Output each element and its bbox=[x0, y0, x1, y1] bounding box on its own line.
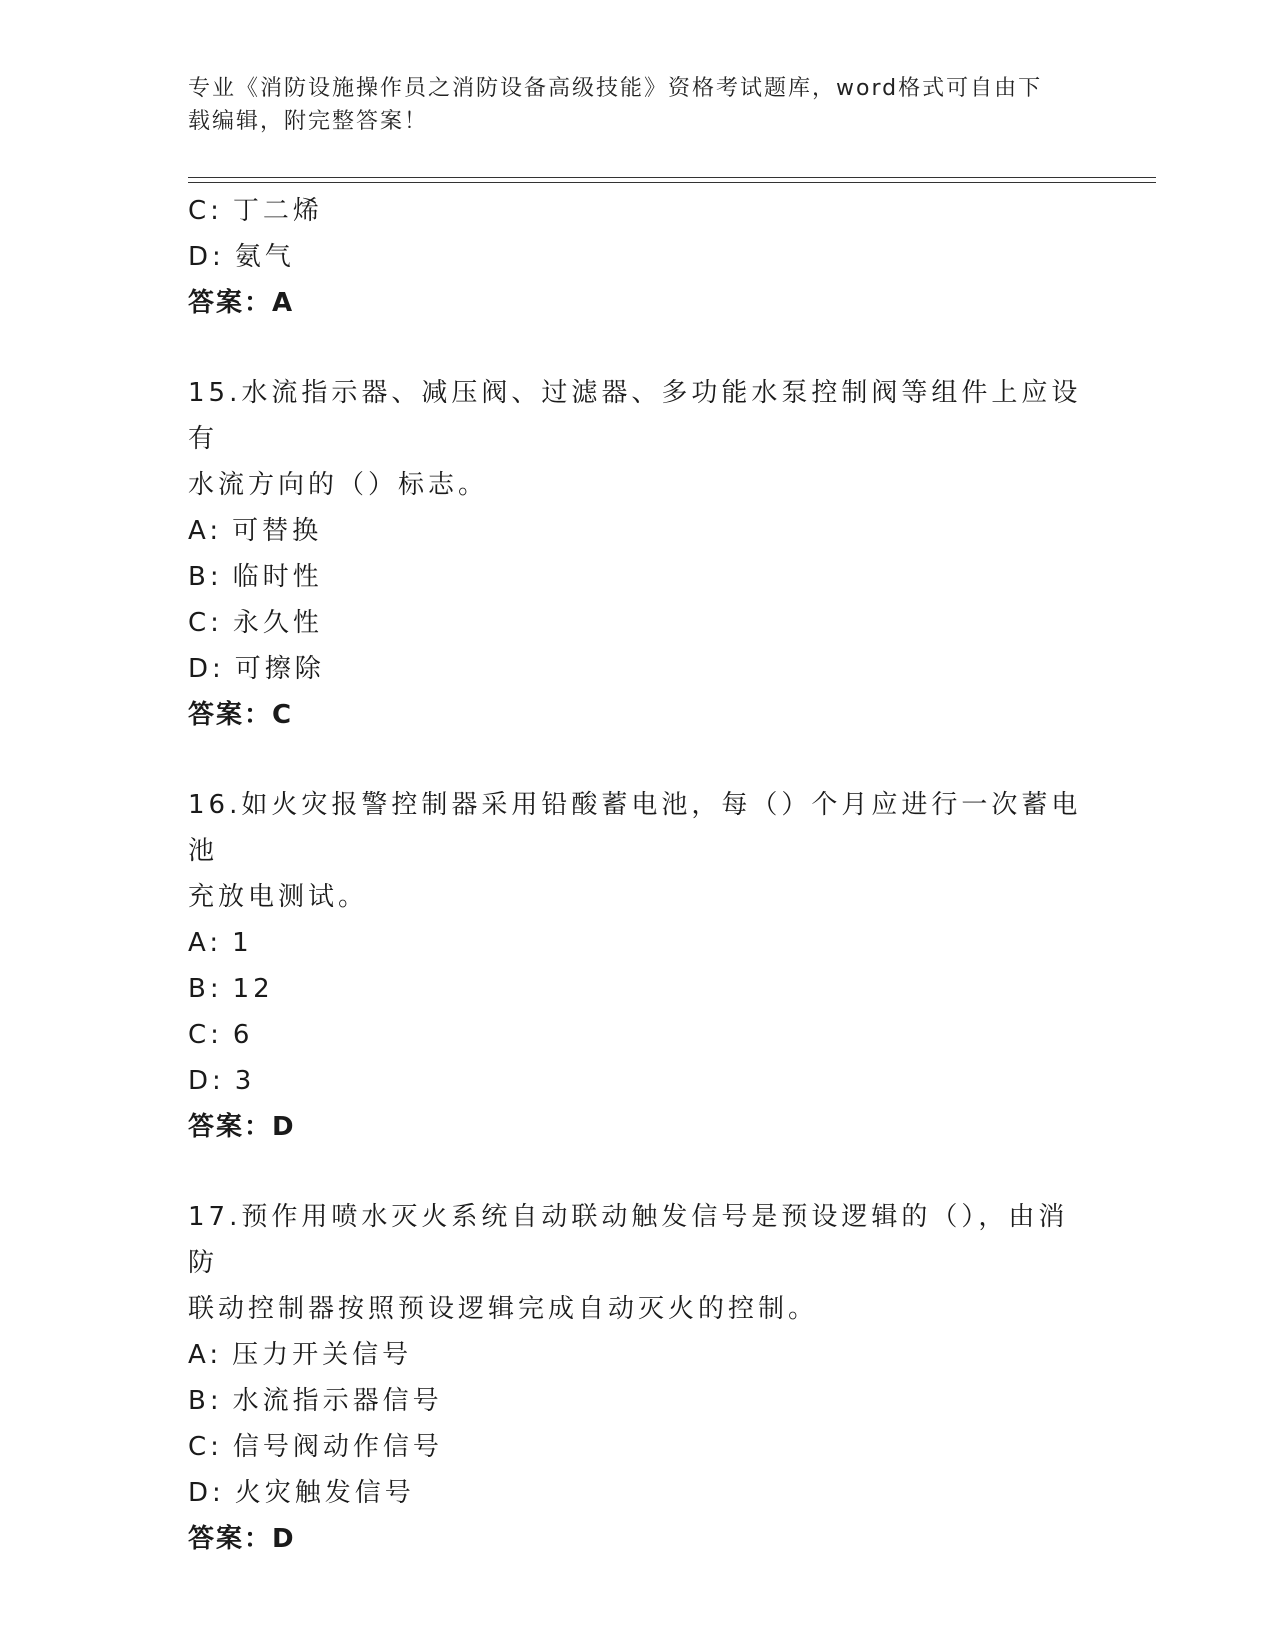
option-text: 可擦除 bbox=[234, 654, 325, 684]
answer-line: 答案：D bbox=[188, 1524, 296, 1554]
question-15 bbox=[188, 370, 1088, 738]
question-list bbox=[188, 188, 1088, 1562]
option-text: 6 bbox=[232, 1020, 254, 1050]
option-text: 火灾触发信号 bbox=[234, 1478, 415, 1508]
option-letter: D: bbox=[188, 1478, 225, 1508]
option-text: 压力开关信号 bbox=[232, 1340, 413, 1370]
option-letter: B: bbox=[188, 1386, 223, 1416]
header-line-2: 载编辑，附完整答案！ bbox=[188, 109, 429, 134]
question-stem-line-1: 15.水流指示器、减压阀、过滤器、多功能水泵控制阀等组件上应设有 bbox=[188, 378, 1082, 454]
option-text: 1 bbox=[232, 928, 253, 958]
option-c bbox=[188, 600, 1088, 646]
option-c bbox=[188, 188, 1088, 234]
question-17 bbox=[188, 1194, 1088, 1562]
option-a bbox=[188, 1332, 1088, 1378]
option-a bbox=[188, 508, 1088, 554]
option-d bbox=[188, 1058, 1088, 1104]
option-letter: D: bbox=[188, 1066, 225, 1096]
option-text: 3 bbox=[234, 1066, 256, 1096]
option-b bbox=[188, 1378, 1088, 1424]
option-text: 临时性 bbox=[232, 562, 323, 592]
option-d bbox=[188, 234, 1088, 280]
header-divider-bottom bbox=[188, 182, 1156, 183]
option-letter: A: bbox=[188, 1340, 223, 1370]
option-text: 永久性 bbox=[232, 608, 323, 638]
option-letter: B: bbox=[188, 562, 223, 592]
question-stem bbox=[188, 370, 1088, 508]
option-text: 12 bbox=[232, 974, 274, 1004]
option-text: 可替换 bbox=[232, 516, 323, 546]
answer-line: 答案：D bbox=[188, 1112, 296, 1142]
question-stem bbox=[188, 782, 1088, 920]
option-letter: D: bbox=[188, 242, 225, 272]
option-c bbox=[188, 1424, 1088, 1470]
option-text: 水流指示器信号 bbox=[232, 1386, 443, 1416]
header-line-1: 专业《消防设施操作员之消防设备高级技能》资格考试题库，word格式可自由下 bbox=[188, 76, 1043, 101]
document-header bbox=[188, 72, 1088, 138]
option-a bbox=[188, 920, 1088, 966]
option-letter: A: bbox=[188, 928, 223, 958]
option-b bbox=[188, 554, 1088, 600]
question-stem-line-2: 联动控制器按照预设逻辑完成自动灭火的控制。 bbox=[188, 1294, 819, 1324]
question-14-continued bbox=[188, 188, 1088, 326]
option-letter: C: bbox=[188, 196, 223, 226]
question-stem-line-1: 17.预作用喷水灭火系统自动联动触发信号是预设逻辑的（），由消防 bbox=[188, 1202, 1069, 1278]
option-d bbox=[188, 646, 1088, 692]
option-text: 信号阀动作信号 bbox=[232, 1432, 443, 1462]
option-d bbox=[188, 1470, 1088, 1516]
option-letter: C: bbox=[188, 1020, 223, 1050]
question-stem-line-2: 水流方向的（）标志。 bbox=[188, 470, 489, 500]
answer-line: 答案：A bbox=[188, 288, 295, 318]
option-letter: A: bbox=[188, 516, 223, 546]
option-text: 氨气 bbox=[234, 242, 295, 272]
option-letter: B: bbox=[188, 974, 223, 1004]
option-letter: D: bbox=[188, 654, 225, 684]
option-letter: C: bbox=[188, 1432, 223, 1462]
option-letter: C: bbox=[188, 608, 223, 638]
option-c bbox=[188, 1012, 1088, 1058]
header-divider-top bbox=[188, 177, 1156, 178]
option-text: 丁二烯 bbox=[232, 196, 323, 226]
question-16 bbox=[188, 782, 1088, 1150]
question-stem-line-1: 16.如火灾报警控制器采用铅酸蓄电池，每（）个月应进行一次蓄电池 bbox=[188, 790, 1082, 866]
answer-line: 答案：C bbox=[188, 700, 294, 730]
question-stem-line-2: 充放电测试。 bbox=[188, 882, 369, 912]
question-stem bbox=[188, 1194, 1088, 1332]
option-b bbox=[188, 966, 1088, 1012]
